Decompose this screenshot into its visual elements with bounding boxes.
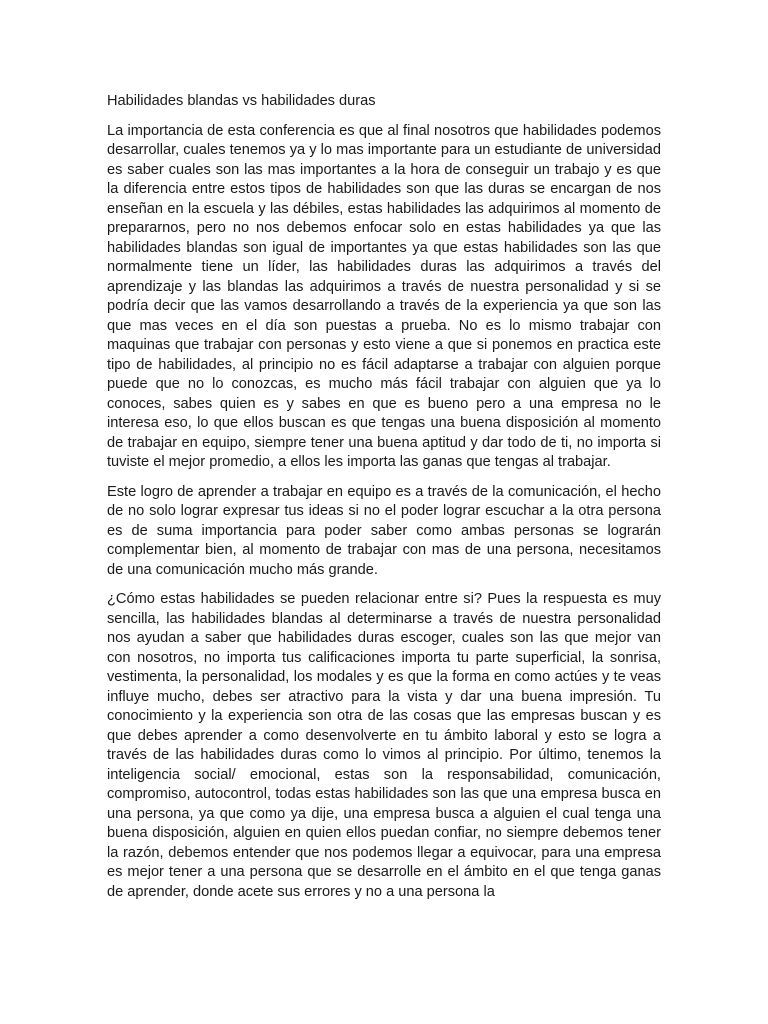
document-title: Habilidades blandas vs habilidades duras <box>107 93 376 109</box>
paragraph-2: Este logro de aprender a trabajar en equipo es a través de la comunicación, el hecho de no solo lograr expresar tus ideas si no el poder lograr escuchar a la otra persona es de suma importancia para poder saber como ambas personas se lograrán complementar bien, al momento de trabajar con mas de una persona, necesitamos de una comunicación mucho más grande. <box>107 483 661 578</box>
paragraph-1: La importancia de esta conferencia es que al final nosotros que habilidades podemos desarrollar, cuales tenemos ya y lo mas importante para un estudiante de universidad es saber cuales son las mas importantes a la hora de conseguir un trabajo y es que la diferencia entre estos tipos de habilidades son que las duras se encargan de nos enseñan en la escuela y las débiles, estas habilidades las adquirimos al momento de prepararnos, pero no nos debemos enfocar solo en estas habilidades ya que las habilidades blandas son igual de importantes ya que estas habilidades son las que normalmente tiene un líder, las habilidades duras las adquirimos a través del aprendizaje y las blandas las adquirimos a través de nuestra personalidad y si se podría decir que las vamos desarrollando a través de la experiencia ya que son las que mas veces en el día son puestas a prueba. No es lo mismo trabajar con maquinas que trabajar con personas y esto viene a que si ponemos en practica este tipo de habilidades, al principio no es fácil adaptarse a trabajar con alguien porque puede que no lo conozcas, es mucho más fácil trabajar con alguien que ya lo conoces, sabes quien es y sabes en que es bueno pero a una empresa no le interesa eso, lo que ellos buscan es que tengas una buena disposición al momento de trabajar en equipo, siempre tener una buena aptitud y dar todo de ti, no importa si tuviste el mejor promedio, a ellos les importa las ganas que tengas al trabajar. <box>107 122 661 470</box>
paragraph-3: ¿Cómo estas habilidades se pueden relacionar entre si? Pues la respuesta es muy sencilla, las habilidades blandas al determinarse a través de nuestra personalidad nos ayudan a saber que habilidades duras escoger, cuales son las que mejor van con nosotros, no importa tus calificaciones importa tu parte superficial, la sonrisa, vestimenta, la personalidad, los modales y es que la forma en como actúes y te veas influye mucho, debes ser atractivo para la vista y dar una buena impresión. Tu conocimiento y la experiencia son otra de las cosas que las empresas buscan y es que debes aprender a como desenvolverte en tu ámbito laboral y esto se logra a través de las habilidades duras como lo vimos al principio. Por último, tenemos la inteligencia social/ emocional, estas son la responsabilidad, comunicación, compromiso, autocontrol, todas estas habilidades son las que una empresa busca en una persona, ya que como ya dije, una empresa busca a alguien el cual tenga una buena disposición, alguien en quien ellos puedan confiar, no siempre debemos tener la razón, debemos entender que nos podemos llegar a equivocar, para una empresa es mejor tener a una persona que se desarrolle en el ámbito en el que tenga ganas de aprender, donde acete sus errores y no a una persona la <box>107 591 661 900</box>
